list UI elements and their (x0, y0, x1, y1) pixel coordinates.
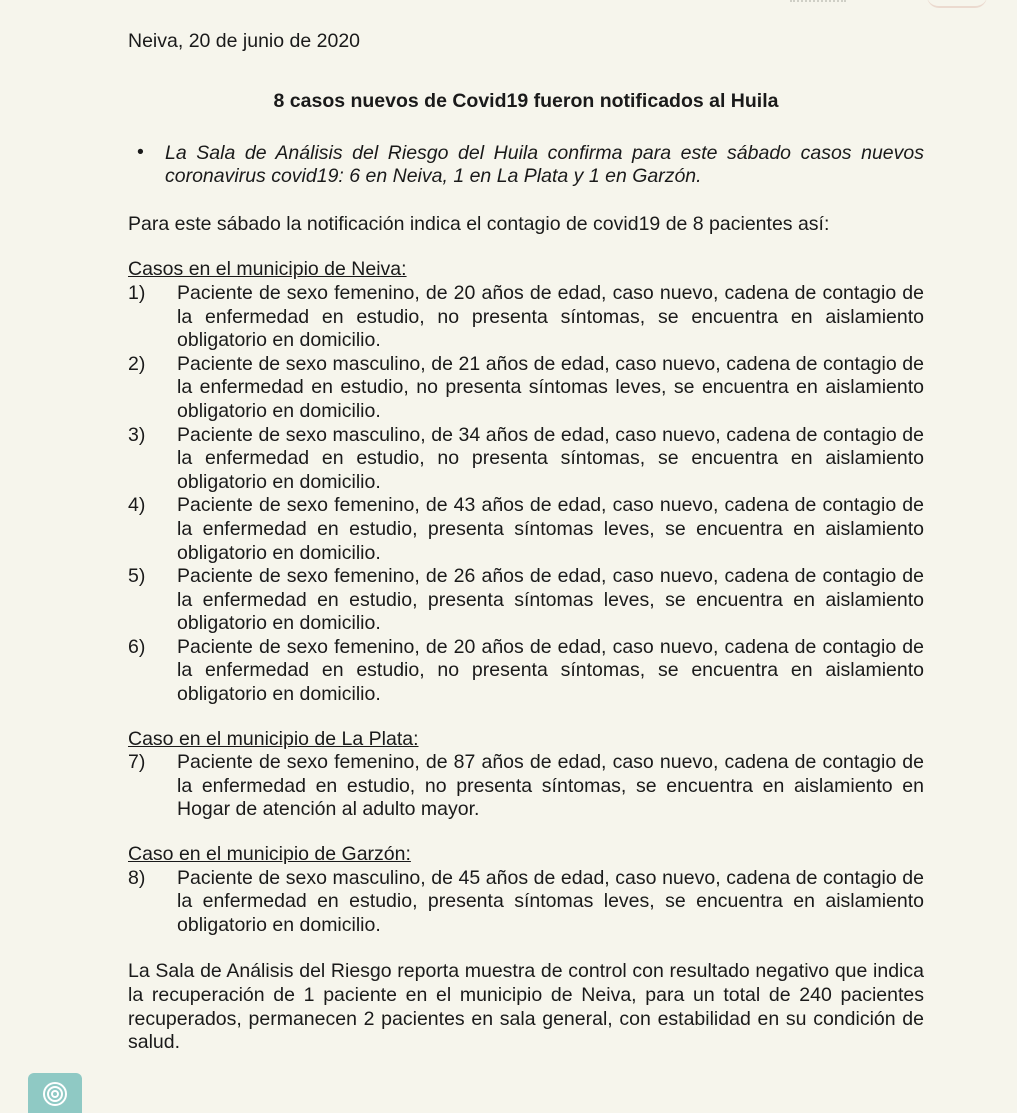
case-text: Paciente de sexo femenino, de 43 años de edad, caso nuevo, cadena de contagio de la enfermedad en estudio, presenta síntomas leves, se encuentra en aislamiento obligatorio en domicilio. (177, 494, 924, 564)
case-number: 6) (128, 635, 146, 658)
case-text: Paciente de sexo masculino, de 45 años de edad, caso nuevo, cadena de contagio de la enfermedad en estudio, presenta síntomas leves, se encuentra en aislamiento obligatorio en domicilio. (177, 866, 924, 936)
document-body (128, 30, 924, 1055)
case-text: Paciente de sexo femenino, de 20 años de edad, caso nuevo, cadena de contagio de la enfermedad en estudio, no presenta síntomas, se encuentra en aislamiento obligatorio en domicilio. (177, 635, 924, 706)
case-text: Paciente de sexo femenino, de 20 años de edad, caso nuevo, cadena de contagio de la enfermedad en estudio, no presenta síntomas, se encuentra en aislamiento obligatorio en domicilio. (177, 281, 924, 352)
summary-text: La Sala de Análisis del Riesgo del Huila confirma para este sábado casos nuevos coronavirus covid19: 6 en Neiva, 1 en La Plata y 1 en Garzón. (165, 141, 924, 188)
closing-paragraph: La Sala de Análisis del Riesgo reporta muestra de control con resultado negativo que indica la recuperación de 1 paciente en el municipio de Neiva, para un total de 240 pacientes recuperados, permanecen 2 pacientes en sala general, con estabilidad en su condición de salud. (128, 960, 924, 1054)
section-heading-neiva: Casos en el municipio de Neiva: (128, 258, 407, 281)
summary-bullet (128, 142, 924, 189)
case-number: 1) (128, 281, 146, 304)
document-title: 8 casos nuevos de Covid19 fueron notificados al Huila (273, 90, 779, 112)
header-decoration-dots (790, 0, 846, 5)
case-item (128, 751, 924, 822)
case-item (128, 424, 924, 495)
logo-tab[interactable] (28, 1073, 82, 1113)
case-number: 4) (128, 494, 146, 517)
case-number: 7) (128, 751, 146, 774)
case-item (128, 565, 924, 636)
case-number: 8) (128, 866, 146, 889)
document-date: Neiva, 20 de junio de 2020 (128, 30, 361, 52)
case-text: Paciente de sexo masculino, de 34 años de edad, caso nuevo, cadena de contagio de la enfermedad en estudio, no presenta síntomas, se encuentra en aislamiento obligatorio en domicilio. (177, 423, 924, 493)
case-number: 3) (128, 423, 146, 446)
case-item (128, 494, 924, 565)
case-item (128, 353, 924, 424)
case-item (128, 636, 924, 707)
case-text: Paciente de sexo femenino, de 87 años de edad, caso nuevo, cadena de contagio de la enfermedad en estudio, no presenta síntomas, se encuentra en aislamiento en Hogar de atención al adulto mayor. (177, 751, 924, 821)
case-number: 2) (128, 352, 146, 375)
intro-paragraph: Para este sábado la notificación indica el contagio de covid19 de 8 pacientes así: (128, 212, 830, 235)
spiral-logo-icon (42, 1081, 68, 1107)
section-heading-la-plata: Caso en el municipio de La Plata: (128, 727, 419, 750)
header-logo-fragment (927, 0, 987, 8)
bullet-icon: • (137, 140, 144, 163)
case-item (128, 867, 924, 938)
case-number: 5) (128, 565, 146, 588)
case-text: Paciente de sexo femenino, de 26 años de edad, caso nuevo, cadena de contagio de la enfermedad en estudio, presenta síntomas leves, se encuentra en aislamiento obligatorio en domicilio. (177, 565, 924, 635)
case-item (128, 282, 924, 353)
section-heading-garzon: Caso en el municipio de Garzón: (128, 843, 411, 866)
case-text: Paciente de sexo masculino, de 21 años de edad, caso nuevo, cadena de contagio de la enfermedad en estudio, no presenta síntomas leves, se encuentra en aislamiento obligatorio en domicilio. (177, 352, 924, 422)
